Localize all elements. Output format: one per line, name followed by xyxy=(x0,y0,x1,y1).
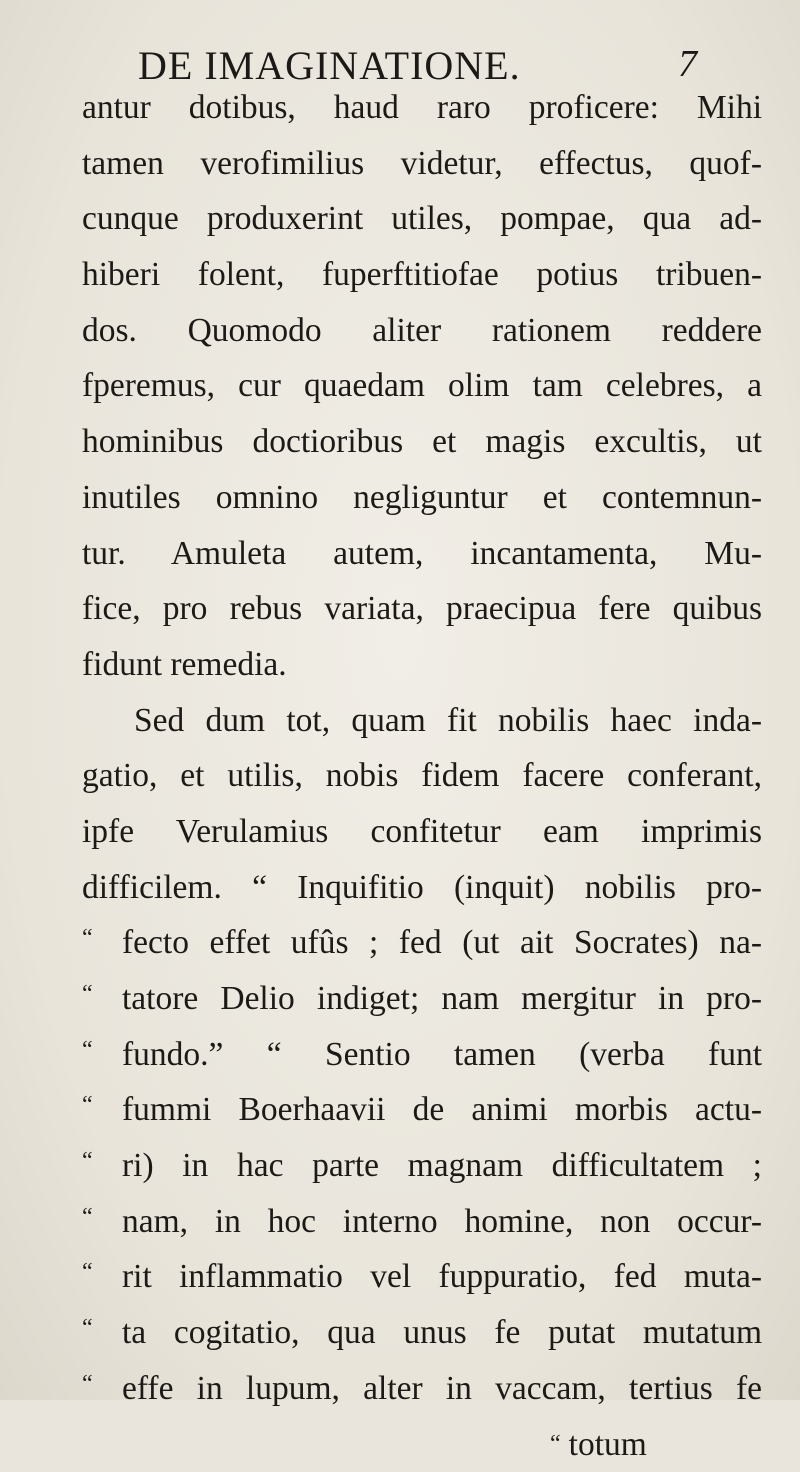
quoted-line xyxy=(82,1138,762,1194)
quote-mark: “ xyxy=(82,911,93,967)
quoted-line xyxy=(82,1082,762,1138)
quoted-line-text: ri) in hac parte magnam difficultatem ; xyxy=(122,1147,762,1184)
quote-mark: “ xyxy=(82,1134,93,1190)
quoted-line-text: tatore Delio indiget; nam mergitur in pro- xyxy=(122,980,762,1017)
text-line: ipfe Verulamius confitetur eam imprimis xyxy=(82,804,762,860)
quoted-line-text: nam, in hoc interno homine, non occur- xyxy=(122,1203,762,1240)
body-text xyxy=(82,80,762,1472)
quoted-line xyxy=(82,1305,762,1361)
text-line: cunque produxerint utiles, pompae, qua ad- xyxy=(82,191,762,247)
text-line: hominibus doctioribus et magis excultis, ut xyxy=(82,414,762,470)
catchword-line xyxy=(82,1417,762,1472)
catchword: totum xyxy=(569,1426,647,1463)
quote-mark: “ xyxy=(82,1301,93,1357)
quoted-line-text: effe in lupum, alter in vaccam, tertius fe xyxy=(122,1370,762,1407)
quoted-line xyxy=(82,1194,762,1250)
quote-mark: “ xyxy=(82,967,93,1023)
text-line: fice, pro rebus variata, praecipua fere quibus xyxy=(82,581,762,637)
quote-mark: “ xyxy=(82,1078,93,1134)
paragraph-start-line: Sed dum tot, quam fit nobilis haec inda- xyxy=(82,693,762,749)
text-line: antur dotibus, haud raro proficere: Mihi xyxy=(82,80,762,136)
page-number: 7 xyxy=(678,42,697,86)
quote-mark: “ xyxy=(82,1245,93,1301)
quoted-line xyxy=(82,915,762,971)
quote-mark: “ xyxy=(550,1431,561,1457)
quoted-line-text: fummi Boerhaavii de animi morbis actu- xyxy=(122,1091,762,1128)
text-line: gatio, et utilis, nobis fidem facere conferant, xyxy=(82,748,762,804)
quoted-line xyxy=(82,1361,762,1417)
quoted-line-text: rit inflammatio vel fuppuratio, fed muta- xyxy=(122,1258,762,1295)
text-line: tamen verofimilius videtur, effectus, quof- xyxy=(82,136,762,192)
quoted-line-text: ta cogitatio, qua unus fe putat mutatum xyxy=(122,1314,762,1351)
text-line: inutiles omnino negliguntur et contemnun- xyxy=(82,470,762,526)
text-line: fidunt remedia. xyxy=(82,637,762,693)
text-line: hiberi folent, fuperftitiofae potius tribuen- xyxy=(82,247,762,303)
quoted-line xyxy=(82,971,762,1027)
text-line: dos. Quomodo aliter rationem reddere xyxy=(82,303,762,359)
quote-mark: “ xyxy=(82,1190,93,1246)
quoted-line xyxy=(82,1027,762,1083)
running-head: DE IMAGINATIONE. xyxy=(138,42,521,89)
quote-mark: “ xyxy=(82,1357,93,1413)
quoted-line-text: fecto effet ufûs ; fed (ut ait Socrates) na- xyxy=(122,924,762,961)
text-line: difficilem. “ Inquifitio (inquit) nobilis pro- xyxy=(82,860,762,916)
quote-mark: “ xyxy=(82,1023,93,1079)
text-line: fperemus, cur quaedam olim tam celebres, a xyxy=(82,358,762,414)
text-line: tur. Amuleta autem, incantamenta, Mu- xyxy=(82,526,762,582)
quoted-line xyxy=(82,1249,762,1305)
quoted-line-text: fundo.” “ Sentio tamen (verba funt xyxy=(122,1036,762,1073)
